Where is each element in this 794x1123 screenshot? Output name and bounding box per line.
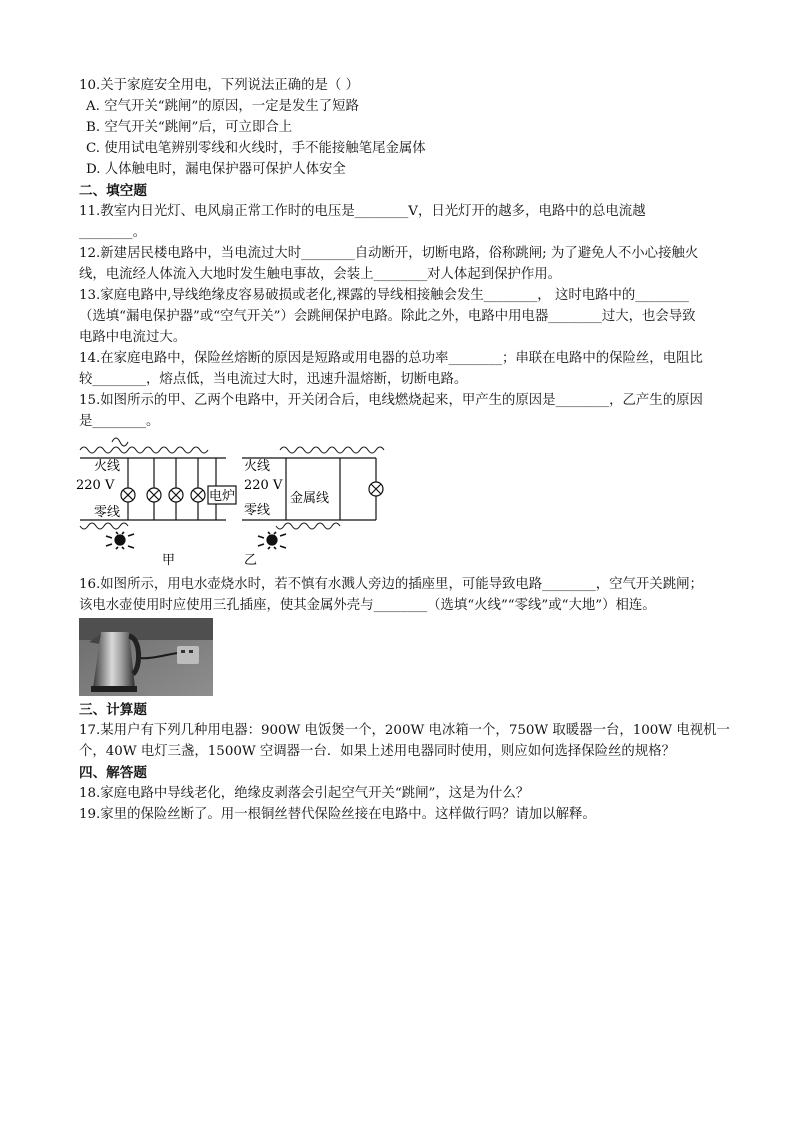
question-10-option-d: D. 人体触电时，漏电保护器可保护人体安全 (86, 162, 346, 177)
question-10-option-c: C. 使用试电笔辨别零线和火线时，手不能接触笔尾金属体 (86, 141, 426, 156)
question-12-line-1: 12.新建居民楼电路中，当电流过大时________自动断开，切断电路，俗称跳闸; 为了避免人不小心接触火 (79, 246, 699, 261)
yi-caption: 乙 (244, 553, 258, 568)
question-13-line-2: （选填“漏电保护器”或“空气开关”）会跳闸保护电路。除此之外，电路中用电器________过大，也会导致 (79, 309, 696, 324)
yi-voltage-label: 220 V (244, 478, 283, 493)
circuit-diagram-figure (76, 436, 394, 570)
question-19: 19.家里的保险丝断了。用一根铜丝替代保险丝接在电路中。这样做行吗？请加以解释。 (79, 807, 596, 822)
flame-icon (115, 535, 125, 545)
jia-voltage-label: 220 V (76, 478, 115, 493)
yi-live-label: 火线 (244, 459, 271, 474)
question-16-line-2: 该电水壶使用时应使用三孔插座，使其金属外壳与________（选填“火线”“零线”或“大地”）相连。 (79, 598, 656, 613)
jia-device-label: 电炉 (209, 489, 236, 504)
jia-live-label: 火线 (94, 459, 121, 474)
question-11-line-1: 11.教室内日光灯、电风扇正常工作时的电压是________V，日光灯开的越多，电路中的总电流越 (79, 204, 646, 219)
question-10-option-b: B. 空气开关“跳闸”后，可立即合上 (86, 120, 293, 135)
question-13-line-3: 电路中电流过大。 (79, 330, 187, 345)
section-4-heading: 四、解答题 (79, 765, 147, 781)
jia-neutral-label: 零线 (94, 505, 121, 520)
section-3-heading: 三、计算题 (79, 702, 147, 718)
yi-wire-label: 金属线 (290, 491, 330, 506)
question-13-line-1: 13.家庭电路中,导线绝缘皮容易破损或老化,裸露的导线相接触会发生________， 这时电路中的________ (79, 288, 689, 303)
question-15-line-2: 是________。 (79, 414, 160, 429)
question-10-stem: 10.关于家庭安全用电，下列说法正确的是（ ） (79, 78, 359, 93)
flame-icon (267, 535, 277, 545)
jia-caption: 甲 (162, 553, 176, 568)
question-17-line-1: 17.某用户有下列几种用电器：900W 电饭煲一个，200W 电冰箱一个，750W 取暖器一台，100W 电视机一 (79, 723, 730, 738)
section-2-heading: 二、填空题 (79, 183, 147, 199)
question-16-line-1: 16.如图所示，用电水壶烧水时，若不慎有水溅人旁边的插座里，可能导致电路________，空气开关跳闸； (79, 577, 703, 592)
question-12-line-2: 线，电流经人体流入大地时发生触电事故，会装上________对人体起到保护作用。 (79, 267, 562, 282)
power-socket (177, 646, 199, 664)
kettle-photo (79, 618, 213, 696)
question-17-line-2: 个，40W 电灯三盏，1500W 空调器一台．如果上述用电器同时使用，则应如何选择保险丝的规格？ (79, 744, 675, 759)
question-18: 18.家庭电路中导线老化，绝缘皮剥落会引起空气开关“跳闸”，这是为什么？ (79, 786, 530, 801)
question-14-line-2: 较________，熔点低，当电流过大时，迅速升温熔断，切断电路。 (79, 372, 468, 387)
yi-neutral-label: 零线 (244, 503, 271, 518)
question-11-line-2: ________。 (79, 225, 146, 240)
question-14-line-1: 14.在家庭电路中，保险丝熔断的原因是短路或用电器的总功率________；串联在电路中的保险丝，电阻比 (79, 351, 703, 366)
question-15-line-1: 15.如图所示的甲、乙两个电路中，开关闭合后，电线燃烧起来，甲产生的原因是________，乙产生的原因 (79, 393, 703, 408)
question-10-option-a: A. 空气开关“跳闸”的原因，一定是发生了短路 (86, 99, 359, 114)
